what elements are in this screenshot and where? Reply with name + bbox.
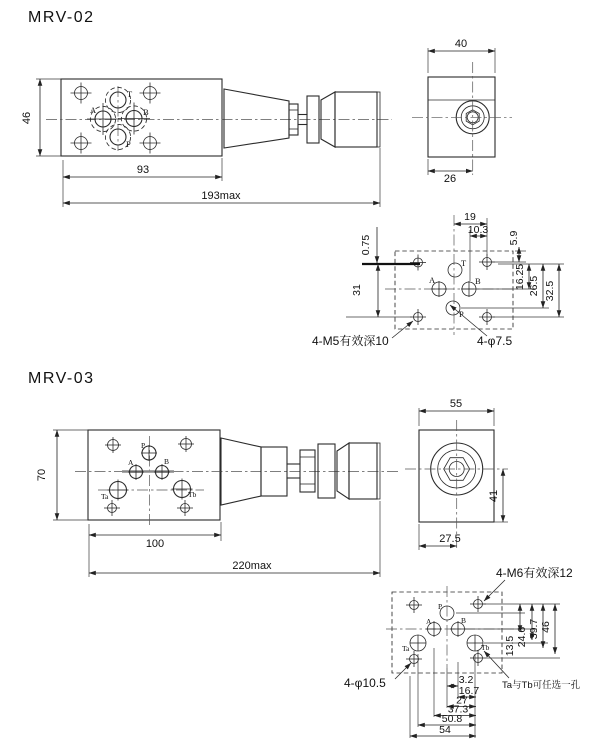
- mrv02-dim-26: 26: [443, 173, 457, 185]
- mrv03-port-tb-label: Tb: [188, 490, 197, 499]
- mrv03-mount-ta-label: Ta: [402, 644, 410, 653]
- mrv02-dim-32-5: 32.5: [544, 280, 556, 302]
- mrv02-mount-view: [312, 211, 564, 348]
- mrv03-port-p-label: P: [141, 441, 146, 450]
- mrv02-dim-end-width: [428, 38, 495, 73]
- mrv02-mount-ports: [429, 258, 481, 319]
- mrv03-dim-220max: 220max: [232, 560, 272, 572]
- mrv03-dim-100: 100: [145, 538, 165, 550]
- mrv03-mount-view: [344, 566, 581, 738]
- mrv03-end-view: [405, 398, 508, 550]
- mrv02-front-ports: [87, 87, 150, 149]
- mrv02-dim-31: [346, 264, 412, 317]
- svg-text:10.3: 10.3: [467, 224, 489, 236]
- mrv03-dim-27: 27: [456, 694, 468, 707]
- mrv03-thread-callout: [484, 566, 573, 601]
- mrv03-dim-length: [89, 501, 380, 577]
- mrv02-dim-193max: 193max: [201, 190, 241, 202]
- mrv03-dim-13-5: 13.5: [504, 635, 516, 657]
- mrv02-adjustment-knob-profile: [224, 89, 380, 148]
- mrv02-dim-93: 93: [136, 164, 150, 176]
- mrv02-port-a-label: A: [90, 105, 97, 115]
- mrv02-dim-26-5: 26.5: [528, 275, 540, 297]
- mrv03-dim-39-7: 39.7: [528, 618, 540, 640]
- svg-text:19: 19: [464, 211, 476, 223]
- mrv03-dim-55: 55: [449, 398, 463, 410]
- mrv03-note-callout: [484, 651, 581, 691]
- mrv02-dim-16-25: 16.25: [514, 263, 526, 291]
- svg-text:4-M5有效深10: 4-M5有效深10: [312, 334, 389, 348]
- mrv03-port-b-label: B: [164, 457, 170, 466]
- mrv02-mount-holes: [410, 254, 495, 325]
- mrv03-dim-50-8: 50.8: [441, 713, 463, 725]
- mrv02-port-p-label: P: [126, 139, 131, 149]
- mrv02-mounting-holes: [71, 83, 161, 154]
- mrv02-thread-callout: [312, 321, 413, 348]
- mrv02-title: MRV-02: [28, 9, 95, 26]
- mrv02-right-dims: [461, 264, 564, 317]
- mrv03-mount-b-label: B: [461, 616, 467, 625]
- svg-text:Ta与Tb可任选一孔: Ta与Tb可任选一孔: [502, 680, 581, 691]
- mrv03-dim-3-2: 3.2: [458, 674, 474, 686]
- mrv03-dim-16-7: 16.7: [458, 685, 480, 697]
- mrv03-dim-41: [488, 469, 508, 522]
- svg-text:4-φ7.5: 4-φ7.5: [477, 334, 513, 348]
- svg-text:4-φ10.5: 4-φ10.5: [344, 676, 386, 690]
- mrv02-front-view: [46, 79, 392, 156]
- mrv03-title: MRV-03: [28, 370, 95, 387]
- mrv03-dim-24-6: 24.6: [516, 626, 528, 648]
- svg-text:27.5: 27.5: [439, 533, 461, 545]
- mrv03-lock-ring: [318, 444, 335, 498]
- svg-text:5.9: 5.9: [508, 230, 520, 246]
- mrv03-dim-54: 54: [439, 724, 451, 736]
- mrv02-dim-0-75: [360, 227, 377, 263]
- mrv03-dim-37-3: 37.3: [447, 703, 469, 716]
- svg-text:41: 41: [488, 489, 500, 503]
- mrv02-mount-t-label: T: [461, 258, 467, 268]
- mrv03-dim-height: [36, 430, 88, 520]
- mrv02-dim-10-3: [468, 224, 489, 281]
- svg-text:31: 31: [351, 284, 363, 296]
- mrv02-drawing: [21, 9, 564, 348]
- svg-text:4-M6有效深12: 4-M6有效深12: [496, 566, 573, 580]
- mrv03-dim-46: 46: [540, 621, 552, 633]
- mrv02-dim-5-9: [492, 231, 526, 262]
- mrv03-dim-70: 70: [36, 468, 48, 482]
- mrv03-dim-27-5: [419, 524, 461, 550]
- mrv03-mount-p-label: P: [438, 602, 443, 611]
- mrv02-port-b-label: B: [143, 107, 149, 117]
- mrv03-port-ta-label: Ta: [101, 492, 109, 501]
- mrv03-port-a-label: A: [128, 458, 134, 467]
- mrv02-dim-width: [63, 158, 222, 207]
- mrv03-dim-width: [89, 522, 221, 577]
- mrv02-end-view: [412, 38, 512, 185]
- svg-text:0.75: 0.75: [360, 234, 372, 256]
- mrv02-mount-a-label: A: [429, 275, 436, 285]
- mrv03-mount-a-label: A: [426, 617, 432, 626]
- mrv02-port-t-label: T: [127, 89, 133, 99]
- mrv02-dim-length: [63, 148, 380, 207]
- mrv03-knurled-knob: [349, 443, 377, 499]
- mrv02-mount-b-label: B: [475, 276, 481, 286]
- mrv02-mount-p-label: P: [459, 309, 464, 319]
- mrv02-dim-46: 46: [21, 111, 33, 125]
- mrv02-dim-center-offset: [428, 159, 473, 185]
- mrv03-drawing: [28, 370, 581, 738]
- mrv03-mount-tb-label: Tb: [481, 643, 490, 652]
- mrv03-bottom-dims: [410, 648, 479, 738]
- mrv03-hole-callout: [344, 663, 411, 690]
- mrv02-dim-40: 40: [454, 38, 468, 50]
- mrv02-dim-height: [21, 79, 61, 156]
